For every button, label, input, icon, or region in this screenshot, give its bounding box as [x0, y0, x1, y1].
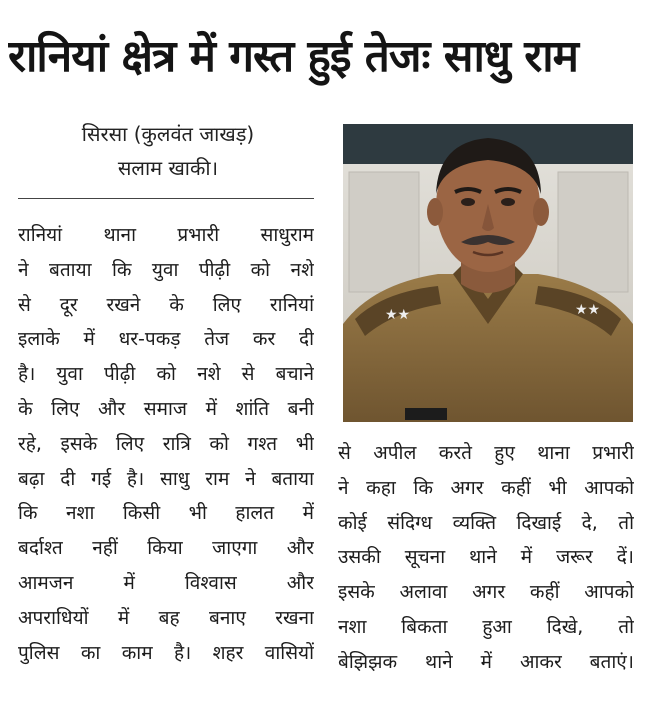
article-line: कि नशा किसी भी हालत में	[18, 502, 314, 525]
article-line: इसके अलावा अगर कहीं आपको	[338, 581, 634, 604]
svg-text:★★: ★★	[385, 307, 411, 323]
article-line: से अपील करते हुए थाना प्रभारी	[338, 442, 634, 464]
article-line: पुलिस का काम है। शहर वासियों	[18, 641, 314, 664]
article-line: ने कहा कि अगर कहीं भी आपको	[338, 476, 634, 499]
article-line: रहे, इसके लिए रात्रि को गश्त भी	[18, 432, 314, 455]
article-line: इलाके में धर-पकड़ तेज कर दी	[18, 328, 314, 351]
article-line: बेझिझक थाने में आकर बताएं।	[338, 650, 634, 673]
headline: रानियां क्षेत्र में गस्त हुई तेजः साधु राम	[8, 31, 578, 82]
officer-portrait-illustration	[343, 124, 633, 422]
article-line: बर्दाश्त नहीं किया जाएगा और	[18, 537, 314, 560]
article-column-2	[338, 436, 634, 680]
article-line: नशा बिकता हुआ दिखे, तो	[338, 615, 634, 638]
article-line: ने बताया कि युवा पीढ़ी को नशे	[18, 258, 314, 281]
byline-city-reporter: सिरसा (कुलवंत जाखड़)	[81, 122, 255, 146]
svg-text:★★: ★★	[575, 302, 601, 318]
article-line: से दूर रखने के लिए रानियां	[18, 293, 314, 316]
article-line: उसकी सूचना थाने में जरूर दें।	[338, 546, 634, 569]
article-line: रानियां थाना प्रभारी साधुराम	[18, 224, 314, 246]
article-line: कोई संदिग्ध व्यक्ति दिखाई दे, तो	[338, 511, 634, 534]
byline-column-name: सलाम खाकी।	[117, 156, 219, 180]
article-line: आमजन में विश्वास और	[18, 571, 314, 594]
article-line: अपराधियों में बह बनाए रखना	[18, 606, 314, 629]
article-line: के लिए और समाज में शांति बनी	[18, 397, 314, 420]
article-column-1	[18, 218, 314, 670]
article-line: है। युवा पीढ़ी को नशे से बचाने	[18, 363, 314, 386]
byline-divider	[18, 198, 314, 199]
officer-photo	[343, 124, 633, 422]
article-line: बढ़ा दी गई है। साधु राम ने बताया	[18, 467, 314, 490]
